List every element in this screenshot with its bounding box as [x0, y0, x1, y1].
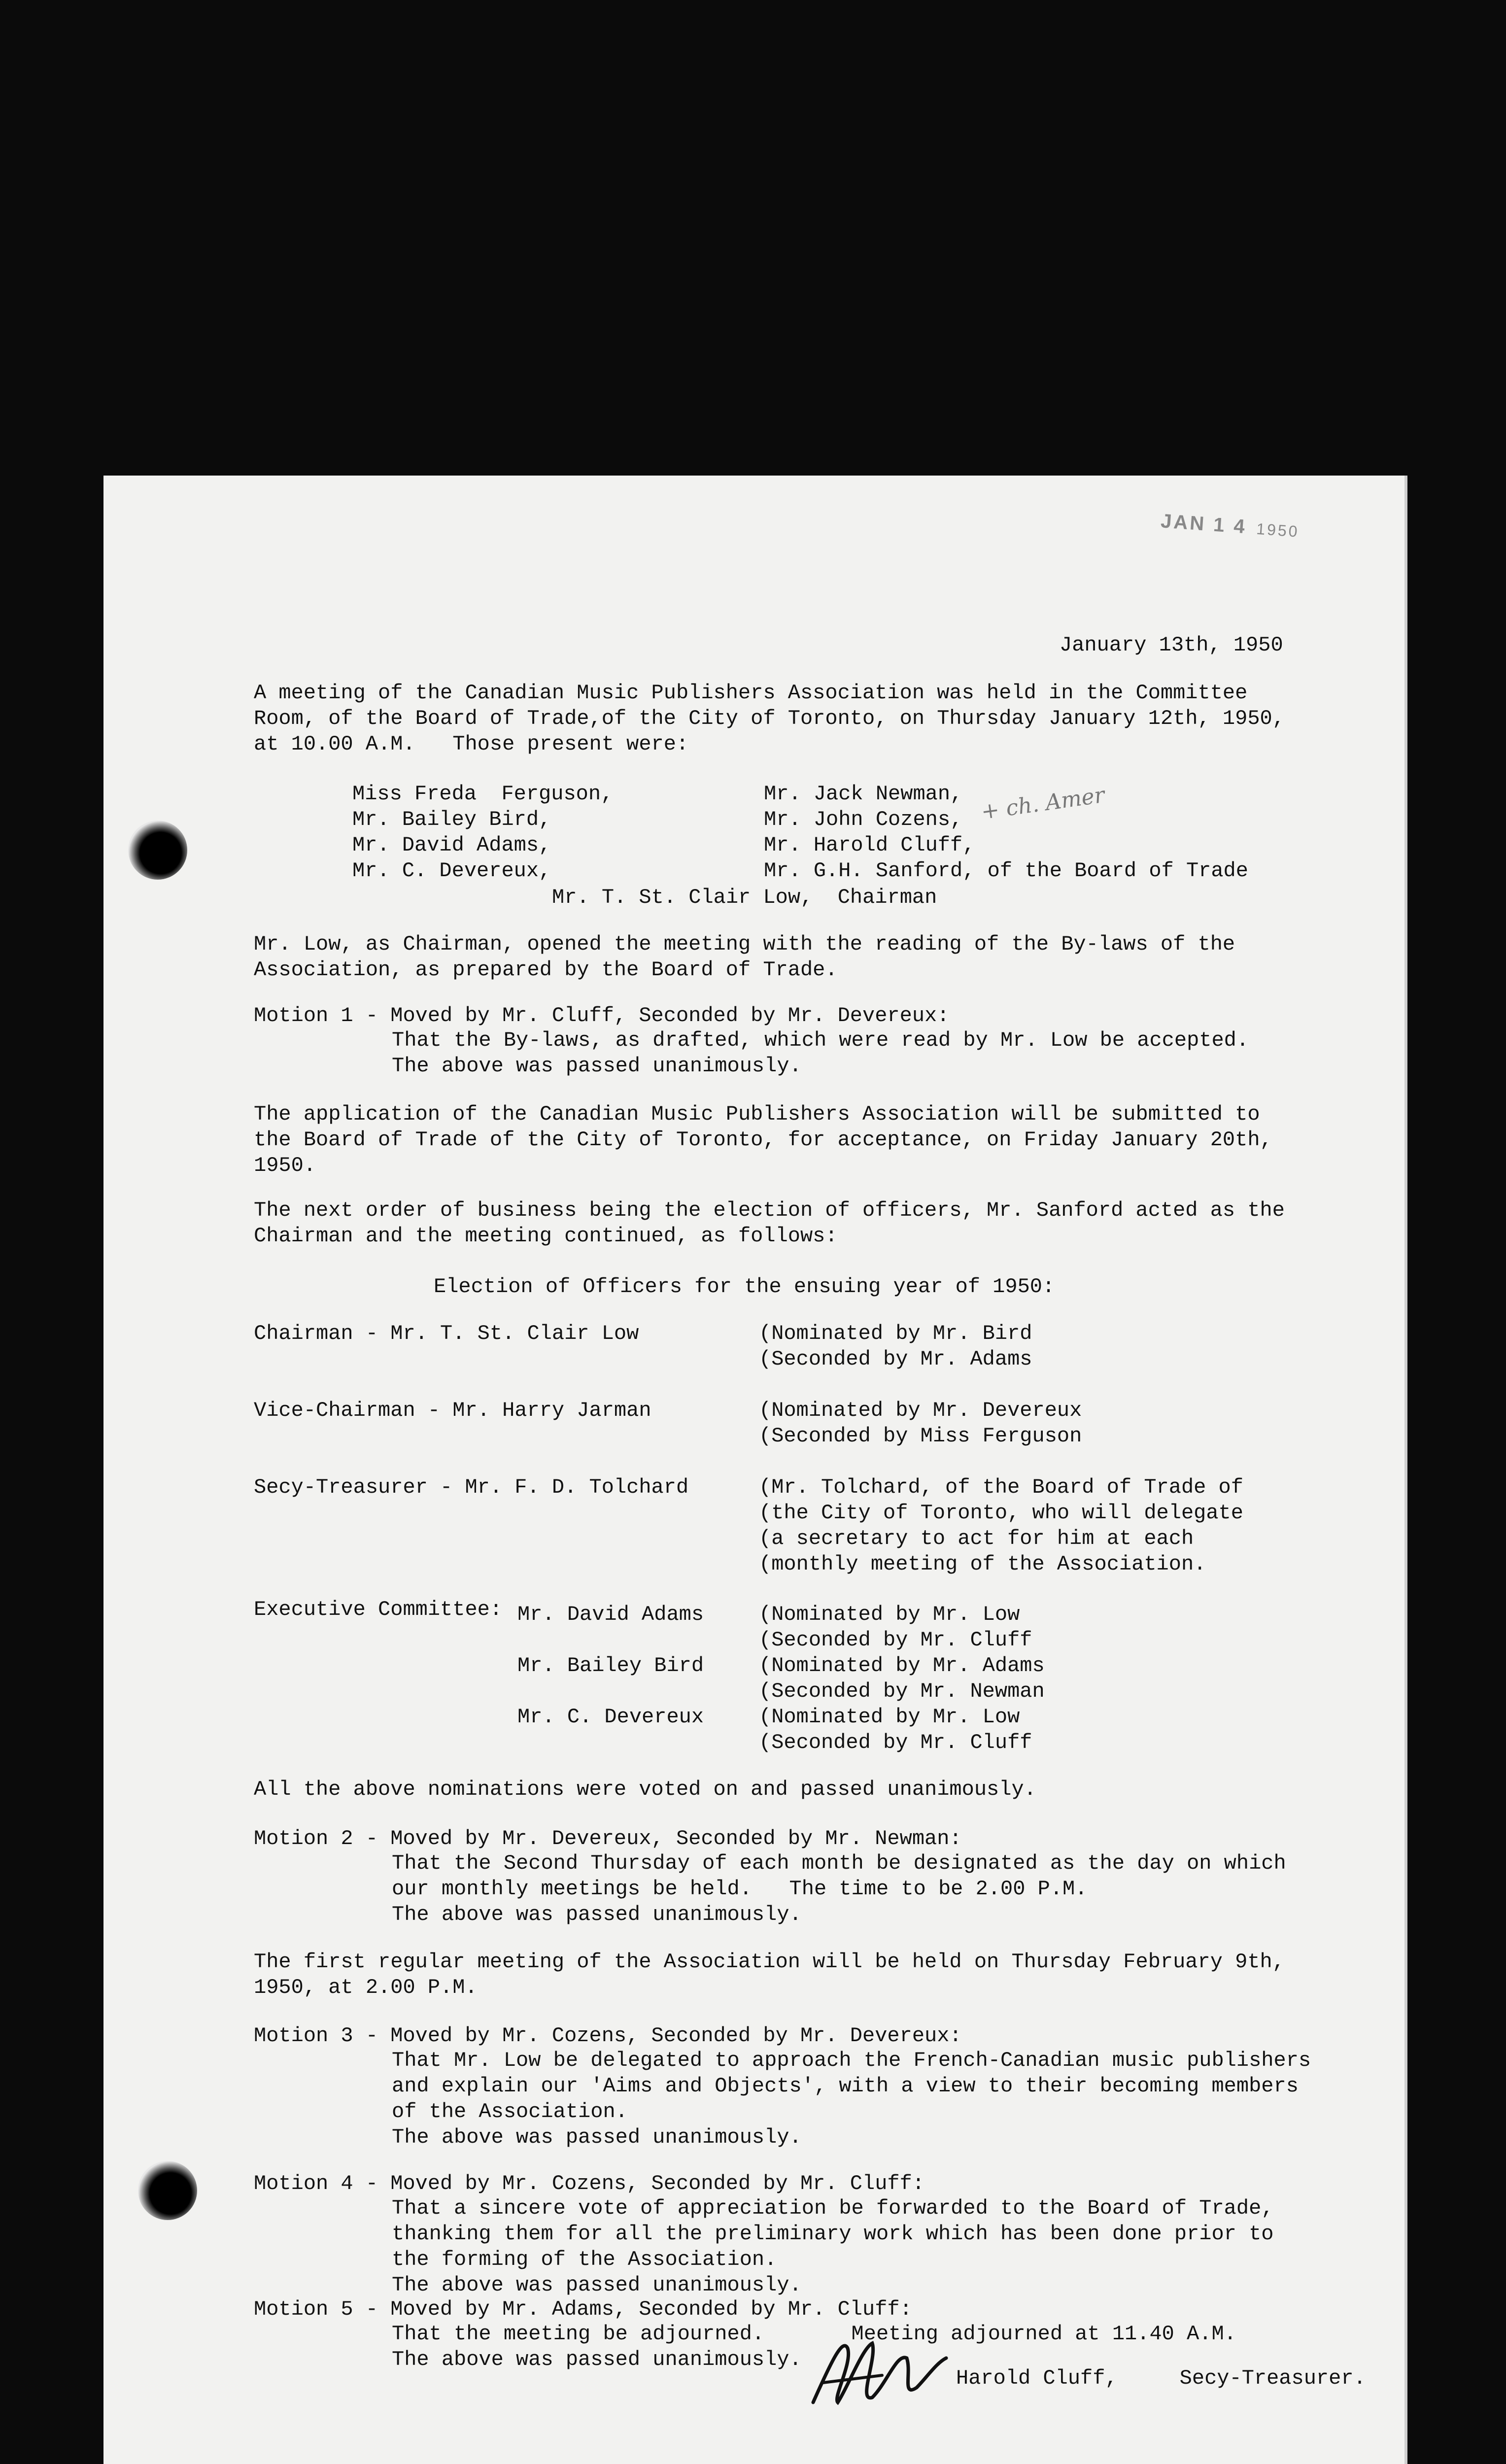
received-date-stamp: JAN 1 4 1950 [1160, 510, 1300, 541]
application-paragraph: The application of the Canadian Music Publishers Association will be submitted to the Board of Trade of the City of Toronto, for acceptance, on Friday January 20th, 1950. [254, 1102, 1272, 1177]
signoff-line: Harold Cluff, Secy-Treasurer. [956, 2366, 1366, 2390]
executive-committee-label: Executive Committee: [254, 1598, 503, 1621]
punch-hole [128, 821, 187, 880]
motion-3-heading: Motion 3 - Moved by Mr. Cozens, Seconded by Mr. Devereux: [254, 2024, 962, 2048]
punch-hole [138, 2161, 197, 2220]
motion-2-body: That the Second Thursday of each month be designated as the day on which our monthly meetings be held. The time to be 2.00 P.M. The above was passed unanimously. [392, 1851, 1286, 1926]
motion-5-heading: Motion 5 - Moved by Mr. Adams, Seconded by Mr. Cluff: [254, 2297, 912, 2321]
document-page [103, 476, 1407, 2464]
motion-1-heading: Motion 1 - Moved by Mr. Cluff, Seconded by Mr. Devereux: [254, 1004, 950, 1027]
election-intro: The next order of business being the election of officers, Mr. Sanford acted as the Chairman and the meeting continued, as follows: [254, 1198, 1285, 1248]
motion-2-heading: Motion 2 - Moved by Mr. Devereux, Seconded by Mr. Newman: [254, 1827, 962, 1850]
intro-paragraph: A meeting of the Canadian Music Publishers Association was held in the Committee Room, of the Board of Trade,of the City of Toronto, on Thursday January 12th, 1950, at 10.00 A.M. Those present were: [254, 681, 1285, 756]
officers-nominations: (Nominated by Mr. Bird (Seconded by Mr. Adams (Nominated by Mr. Devereux (Seconded by Miss Ferguson (Mr. Tolchard, of the Board of Trade of (the City of Toronto, who will delegate (a secretary to act for him at each (monthly meeting of the Association. [759, 1322, 1243, 1576]
signature [803, 2328, 951, 2417]
attendees-right: Mr. Jack Newman, Mr. John Cozens, Mr. Harold Cluff, Mr. G.H. Sanford, of the Board of Trade [764, 782, 1248, 883]
letter-date: January 13th, 1950 [1060, 633, 1283, 657]
officers-list: Chairman - Mr. T. St. Clair Low Vice-Chairman - Mr. Harry Jarman Secy-Treasurer - Mr. F. D. Tolchard [254, 1322, 689, 1499]
motion-3-body: That Mr. Low be delegated to approach the French-Canadian music publishers and explain our 'Aims and Objects', with a view to their becoming members of the Association. The above was passed unanimously. [392, 2049, 1311, 2149]
handwritten-note: + ch. Amer [979, 782, 1106, 825]
opening-paragraph: Mr. Low, as Chairman, opened the meeting with the reading of the By-laws of the Association, as prepared by the Board of Trade. [254, 932, 1235, 982]
attendees-left: Miss Freda Ferguson, Mr. Bailey Bird, Mr. David Adams, Mr. C. Devereux, [352, 782, 614, 883]
election-heading: Election of Officers for the ensuing year of 1950: [434, 1275, 1055, 1299]
chairman-line: Mr. T. St. Clair Low, Chairman [552, 886, 937, 909]
executive-committee-members: Mr. David Adams Mr. Bailey Bird Mr. C. Devereux [517, 1603, 704, 1729]
motion-4-body: That a sincere vote of appreciation be forwarded to the Board of Trade, thanking them for all the preliminary work which has been done prior to the forming of the Association. The above was passed unanimously. [392, 2196, 1274, 2297]
motion-1-body: That the By-laws, as drafted, which were read by Mr. Low be accepted. The above was passed unanimously. [392, 1028, 1249, 1078]
first-meeting-paragraph: The first regular meeting of the Association will be held on Thursday February 9th, 1950, at 2.00 P.M. [254, 1950, 1285, 1999]
nominations-passed: All the above nominations were voted on and passed unanimously. [254, 1778, 1036, 1801]
executive-committee-nominations: (Nominated by Mr. Low (Seconded by Mr. Cluff (Nominated by Mr. Adams (Seconded by Mr. Newman (Nominated by Mr. Low (Seconded by Mr. Cluff [759, 1603, 1045, 1754]
motion-4-heading: Motion 4 - Moved by Mr. Cozens, Seconded by Mr. Cluff: [254, 2172, 925, 2195]
motion-5-body: That the meeting be adjourned. Meeting adjourned at 11.40 A.M. The above was passed unanimously. [392, 2322, 1236, 2371]
